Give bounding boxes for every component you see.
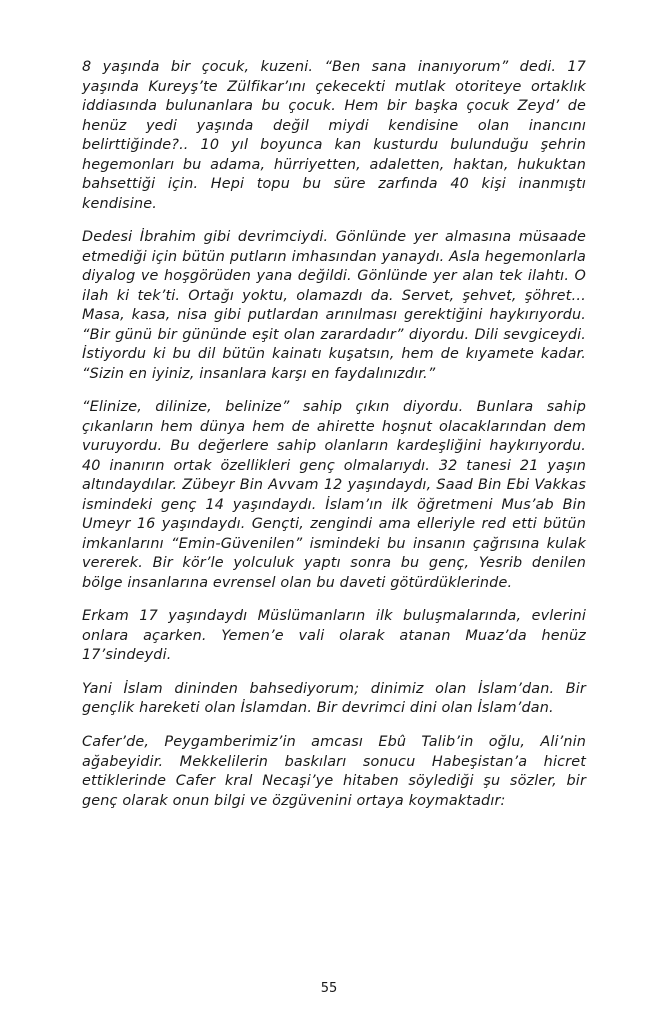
page-number: 55 <box>320 981 338 996</box>
page-body <box>82 58 586 811</box>
paragraph: Cafer’de, Peygamberimiz’in amcası Ebû Talib’in oğlu, Ali’nin ağabeyidir. Mekkelilerin baskıları sonucu Habeşistan’a hicret ettiklerinde Cafer kral Necaşi’ye hitaben söylediği şu sözler, bir genç olarak onun bilgi ve özgüvenini ortaya koymaktadır: <box>82 733 586 809</box>
paragraph: Dedesi İbrahim gibi devrimciydi. Gönlünde yer almasına müsaade etmediği için bütün putların imhasından yanaydı. Asla hegemonlarla diyalog ve hoşgörüden yana değildi. Gönlünde yer alan tek ilahtı. O ilah ki tek’ti. Ortağı yoktu, olamazdı da. Servet, şehvet, şöhret…Masa, kasa, nisa gibi putlardan arınılması gerektiğini haykırıyordu. “Bir günü bir gününde eşit olan zarardadır” diyordu. Dili sevgiceydi. İstiyordu ki bu dil bütün kainatı kuşatsın, hem de kıyamete kadar. “Sizin en iyiniz, insanlara karşı en faydalınızdır.” <box>82 229 586 382</box>
paragraph: Yani İslam dininden bahsediyorum; dinimiz olan İslam’dan. Bir gençlik hareketi olan İslamdan. Bir devrimci dini olan İslam’dan. <box>82 680 586 717</box>
paragraph: Erkam 17 yaşındaydı Müslümanların ilk buluşmalarında, evlerini onlara açarken. Yemen’e vali olarak atanan Muaz’da henüz 17’sindeydi. <box>82 608 586 664</box>
paragraph: “Elinize, dilinize, belinize” sahip çıkın diyordu. Bunlara sahip çıkanların hem dünya hem de ahirette hoşnut olacaklarından dem vuruyordu. Bu değerlere sahip olanların kardeşliğini haykırıyordu. 40 inanırın ortak özellikleri genç olmalarıydı. 32 tanesi 21 yaşın altındaydılar. Zübeyr Bin Avvam 12 yaşındaydı, Saad Bin Ebi Vakkas ismindeki genç 14 yaşındaydı. İslam’ın ilk öğretmeni Mus’ab Bin Umeyr 16 yaşındaydı. Gençti, zengindi ama elleriyle red etti bütün imkanlarını “Emin-Güvenilen” ismindeki bu insanın çağrısına kulak vererek. Bir kör’le yolculuk yaptı sonra bu genç, Yesrib denilen bölge insanlarına evrensel olan bu daveti götürdüklerinde. <box>82 399 586 591</box>
paragraph: 8 yaşında bir çocuk, kuzeni. “Ben sana inanıyorum” dedi. 17 yaşında Kureyş’te Zülfikar’ını çekecekti mutlak otoriteye ortaklık iddiasında bulunanlara bu çocuk. Hem bir başka çocuk Zeyd’ de henüz yedi yaşında değil miydi kendisine olan inancını belirttiğinde?.. 10 yıl boyunca kan kusturdu bulunduğu şehrin hegemonları bu adama, hürriyetten, adaletten, haktan, hukuktan bahsettiği için. Hepi topu bu süre zarfında 40 kişi inanmıştı kendisine. <box>82 59 586 212</box>
